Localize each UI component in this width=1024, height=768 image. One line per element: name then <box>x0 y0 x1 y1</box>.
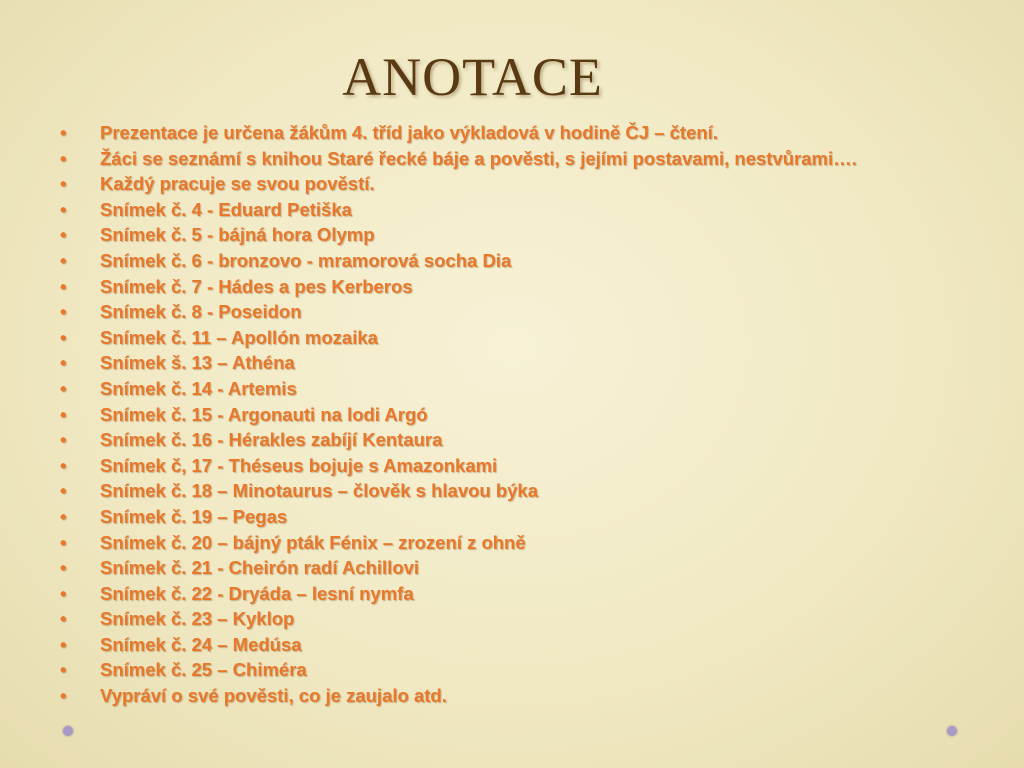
list-item-text: Snímek š. 13 – Athéna <box>100 352 295 374</box>
bullet-icon: • <box>60 173 67 195</box>
list-item-text: Snímek č. 16 - Hérakles zabíjí Kentaura <box>100 429 443 451</box>
list-item <box>60 325 1010 351</box>
list-item <box>60 248 1010 274</box>
list-item-text: Snímek č. 15 - Argonauti na lodi Argó <box>100 403 428 425</box>
bullet-icon: • <box>60 198 67 220</box>
bullet-icon: • <box>60 454 67 476</box>
list-item-text: Snímek č. 19 – Pegas <box>100 505 288 527</box>
bullet-icon: • <box>60 249 67 271</box>
bullet-icon: • <box>60 224 67 246</box>
list-item <box>60 197 1010 223</box>
list-item <box>60 222 1010 248</box>
bullet-icon: • <box>60 326 67 348</box>
list-item-text: Snímek č, 17 - Théseus bojuje s Amazonkami <box>100 454 498 476</box>
list-item <box>60 350 1010 376</box>
list-item <box>60 120 1010 146</box>
list-item <box>60 402 1010 428</box>
list-item <box>60 530 1010 556</box>
list-item-text: Každý pracuje se svou pověstí. <box>100 173 375 195</box>
list-item <box>60 171 1010 197</box>
list-item <box>60 274 1010 300</box>
bullet-icon: • <box>60 403 67 425</box>
bullet-icon: • <box>60 531 67 553</box>
bullet-icon: • <box>60 582 67 604</box>
list-item-text: Snímek č. 23 – Kyklop <box>100 608 295 630</box>
list-item <box>60 299 1010 325</box>
list-item <box>60 146 1010 172</box>
list-item-text: Snímek č. 24 – Medúsa <box>100 633 302 655</box>
bullet-icon: • <box>60 557 67 579</box>
bullet-icon: • <box>60 429 67 451</box>
bullet-list <box>60 120 1010 709</box>
list-item-text: Snímek č. 22 - Dryáda – lesní nymfa <box>100 582 414 604</box>
bullet-icon: • <box>60 275 67 297</box>
list-item-text: Snímek č. 21 - Cheirón radí Achillovi <box>100 557 420 579</box>
list-item <box>60 478 1010 504</box>
list-item-text: Snímek č. 20 – bájný pták Fénix – zrození z ohně <box>100 531 526 553</box>
slide-title: ANOTACE <box>342 47 603 107</box>
list-item <box>60 581 1010 607</box>
bullet-icon: • <box>60 352 67 374</box>
list-item-text: Snímek č. 6 - bronzovo - mramorová socha Dia <box>100 249 512 271</box>
bullet-icon: • <box>60 505 67 527</box>
bullet-icon: • <box>60 685 67 707</box>
corner-dot-left-icon <box>63 726 73 736</box>
list-item-text: Snímek č. 11 – Apollón mozaika <box>100 326 378 348</box>
list-item-text: Snímek č. 8 - Poseidon <box>100 301 302 323</box>
list-item <box>60 504 1010 530</box>
list-item <box>60 453 1010 479</box>
list-item <box>60 606 1010 632</box>
list-item-text: Snímek č. 4 - Eduard Petiška <box>100 198 352 220</box>
bullet-icon: • <box>60 633 67 655</box>
list-item <box>60 427 1010 453</box>
list-item-text: Snímek č. 25 – Chiméra <box>100 659 307 681</box>
list-item <box>60 632 1010 658</box>
bullet-icon: • <box>60 608 67 630</box>
list-item-text: Snímek č. 5 - bájná hora Olymp <box>100 224 375 246</box>
bullet-icon: • <box>60 147 67 169</box>
list-item <box>60 376 1010 402</box>
list-item-text: Vypráví o své pověsti, co je zaujalo atd. <box>100 685 447 707</box>
bullet-icon: • <box>60 480 67 502</box>
list-item-text: Žáci se seznámí s knihou Staré řecké báje a pověsti, s jejími postavami, nestvůrami…. <box>100 147 857 169</box>
list-item-text: Snímek č. 7 - Hádes a pes Kerberos <box>100 275 413 297</box>
bullet-icon: • <box>60 122 67 143</box>
list-item <box>60 683 1010 709</box>
bullet-icon: • <box>60 659 67 681</box>
list-item-text: Snímek č. 18 – Minotaurus – člověk s hlavou býka <box>100 480 539 502</box>
list-item <box>60 555 1010 581</box>
bullet-icon: • <box>60 377 67 399</box>
list-item <box>60 657 1010 683</box>
corner-dot-right-icon <box>947 726 957 736</box>
list-item-text: Snímek č. 14 - Artemis <box>100 377 297 399</box>
bullet-icon: • <box>60 301 67 323</box>
list-item-text: Prezentace je určena žákům 4. tříd jako výkladová v hodině ČJ – čtení. <box>100 122 718 143</box>
